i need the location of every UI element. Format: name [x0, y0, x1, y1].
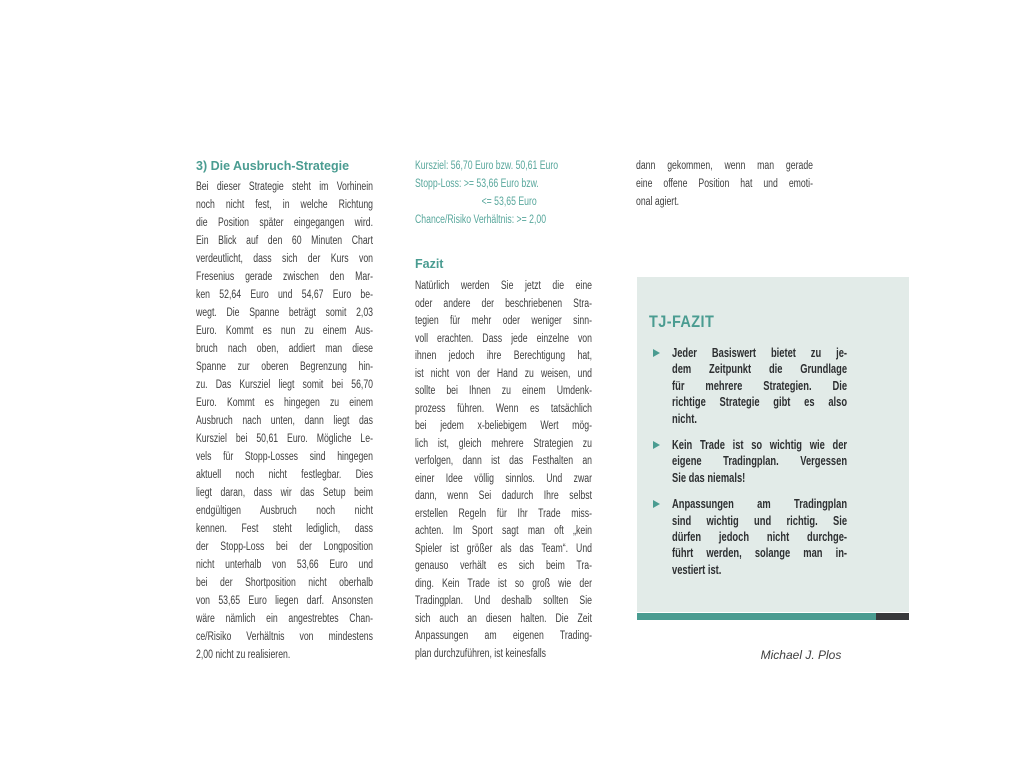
text-line: ist nicht von der Hand zu weisen, und	[415, 367, 592, 380]
text-line: eine offene Position hat und emoti-	[636, 178, 813, 190]
text-line: noch nicht fest, in welche Richtung	[196, 199, 373, 211]
text-line: plan durchzuführen, ist keinesfalls	[415, 647, 547, 660]
text-line: einer Idee völlig sinnlos. Und zwar	[415, 472, 592, 485]
tj-fazit-title: TJ-FAZIT	[649, 312, 715, 331]
text-line: vels für Stopp-Losses sind hingegen	[196, 451, 373, 463]
text-line: Spanne zur oberen Begrenzung hin-	[196, 361, 373, 373]
accent-bar	[637, 613, 909, 620]
column-2-body	[415, 278, 592, 663]
tj-fazit-bullet-list	[649, 345, 897, 578]
text-line: dann gekommen, wenn man gerade	[636, 160, 813, 172]
text-line: ding. Kein Trade ist so groß wie der	[415, 577, 592, 590]
text-line: Ausbruch nach unten, dann liegt das	[196, 415, 373, 427]
text-line: Anpassungen am Tradingplan	[672, 497, 848, 512]
text-line: prozess führen. Wenn es tatsächlich	[415, 402, 592, 415]
text-line: verfolgen, dann ist das Festhalten an	[415, 455, 592, 467]
text-line: oder andere der beschriebenen Stra-	[415, 297, 592, 310]
text-line: richtige Strategie gibt es also	[672, 395, 848, 410]
text-line: Anpassungen am eigenen Trading-	[415, 630, 592, 642]
text-line: achten. Im Sport sagt man oft „kein	[415, 525, 592, 537]
article-column-2	[415, 157, 592, 663]
text-line: dann, wenn Sei dadurch Ihre selbst	[415, 490, 592, 502]
text-line: nicht.	[672, 411, 697, 426]
text-line: 2,00 nicht zu realisieren.	[196, 649, 291, 661]
trade-setup-values	[415, 157, 592, 229]
text-line: der Stopp-Loss bei der Longposition	[196, 541, 373, 553]
text-line: Jeder Basiswert bietet zu je-	[672, 346, 848, 360]
text-line: Kursziel: 56,70 Euro bzw. 50,61 Euro	[415, 160, 559, 172]
text-line: ihnen jedoch ihre Berechtigung hat,	[415, 350, 592, 362]
text-line: Natürlich werden Sie jetzt die eine	[415, 280, 592, 292]
bullet-text	[672, 345, 847, 427]
bullet-text	[672, 496, 847, 578]
accent-bar-teal-segment	[637, 613, 876, 620]
text-line: verdeutlicht, dass sich der Kurs von	[196, 253, 373, 265]
text-line: Ein Blick auf den 60 Minuten Chart	[196, 235, 373, 247]
text-line: sollte bei Ihnen zu einem Umdenk-	[415, 385, 592, 397]
bullet-text	[672, 437, 847, 486]
text-line: liegt daran, dass wir das Setup beim	[196, 487, 373, 499]
text-line: nicht unterhalb von 53,66 Euro und	[196, 559, 373, 571]
text-line: Bei dieser Strategie steht im Vorhinein	[196, 181, 373, 193]
text-line: die Position später eingegangen wird.	[196, 217, 373, 229]
text-line: aktuell noch nicht festlegbar. Dies	[196, 469, 373, 481]
text-line: Euro. Kommt es hingegen zu einem	[196, 397, 373, 409]
text-line: wegt. Die Spanne beträgt somit 2,03	[196, 307, 373, 319]
text-line: onal agiert.	[636, 196, 680, 208]
text-line: sich auch an diesen halten. Die Zeit	[415, 612, 592, 625]
text-line: vestiert ist.	[672, 562, 722, 577]
text-line: Chance/Risiko Verhältnis: >= 2,00	[415, 214, 547, 226]
text-line: von 53,65 Euro liegen darf. Ansonsten	[196, 595, 373, 607]
column-3-body	[636, 157, 813, 211]
text-line: bruch nach oben, addiert man diese	[196, 343, 373, 355]
text-line: voll erachten. Dass jede einzelne von	[415, 332, 592, 345]
text-line: Kursziel bei 50,61 Euro. Mögliche Le-	[196, 433, 373, 445]
text-line: bei der Shortposition nicht oberhalb	[196, 577, 373, 589]
text-line: bei jedem x-beliebigem Wert mög-	[415, 420, 592, 432]
author-byline: Michael J. Plos	[760, 648, 842, 662]
tj-fazit-box	[637, 277, 909, 612]
text-line: für mehrere Strategien. Die	[672, 378, 848, 393]
text-line: ken 52,64 Euro und 54,67 Euro be-	[196, 289, 373, 301]
fazit-bullet-item	[649, 496, 897, 578]
text-line: dürfen jedoch nicht durchge-	[672, 530, 848, 545]
text-line: lich ist, gleich mehrere Strategien zu	[415, 437, 592, 450]
article-column-1	[196, 157, 373, 664]
text-line: erstellen Regeln für Ihr Trade miss-	[415, 507, 592, 520]
text-line: kennen. Fest steht lediglich, dass	[196, 523, 373, 535]
fazit-bullet-item	[649, 345, 897, 427]
section-heading-ausbruch-strategie: 3) Die Ausbruch-Strategie	[196, 159, 350, 173]
text-line: <= 53,65 Euro	[481, 196, 537, 208]
bullet-triangle-icon	[653, 349, 660, 357]
text-line: Sie das niemals!	[672, 470, 746, 485]
text-line: ce/Risiko Verhältnis von mindestens	[196, 631, 373, 643]
text-line: dem Zeitpunkt die Grundlage	[672, 362, 848, 377]
accent-bar-dark-segment	[876, 613, 909, 620]
text-line: führt werden, solange man in-	[672, 546, 848, 561]
text-line: Tradingplan. Und deshalb sollten Sie	[415, 595, 592, 607]
text-line: Spieler ist größer als das Team“. Und	[415, 542, 592, 555]
section-heading-fazit: Fazit	[415, 257, 444, 271]
text-line: wäre nämlich ein angestrebtes Chan-	[196, 613, 373, 625]
article-column-3	[636, 157, 814, 211]
text-line: zu. Das Kursziel liegt somit bei 56,70	[196, 379, 373, 391]
text-line: tegien für mehr oder weniger sinn-	[415, 315, 592, 327]
text-line: sind wichtig und richtig. Sie	[672, 513, 848, 528]
text-line: Stopp-Loss: >= 53,66 Euro bzw.	[415, 178, 539, 190]
fazit-bullet-item	[649, 437, 897, 486]
text-line: genauso verhält es sich beim Tra-	[415, 560, 592, 572]
text-line: Fresenius gerade zwischen den Mar-	[196, 271, 373, 283]
text-line: eigene Tradingplan. Vergessen	[672, 454, 848, 469]
bullet-triangle-icon	[653, 441, 660, 449]
bullet-triangle-icon	[653, 500, 660, 508]
text-line: Kein Trade ist so wichtig wie der	[672, 438, 848, 453]
text-line: endgültigen Ausbruch noch nicht	[196, 505, 373, 517]
text-line: Euro. Kommt es nun zu einem Aus-	[196, 325, 373, 337]
column-1-body	[196, 178, 373, 664]
